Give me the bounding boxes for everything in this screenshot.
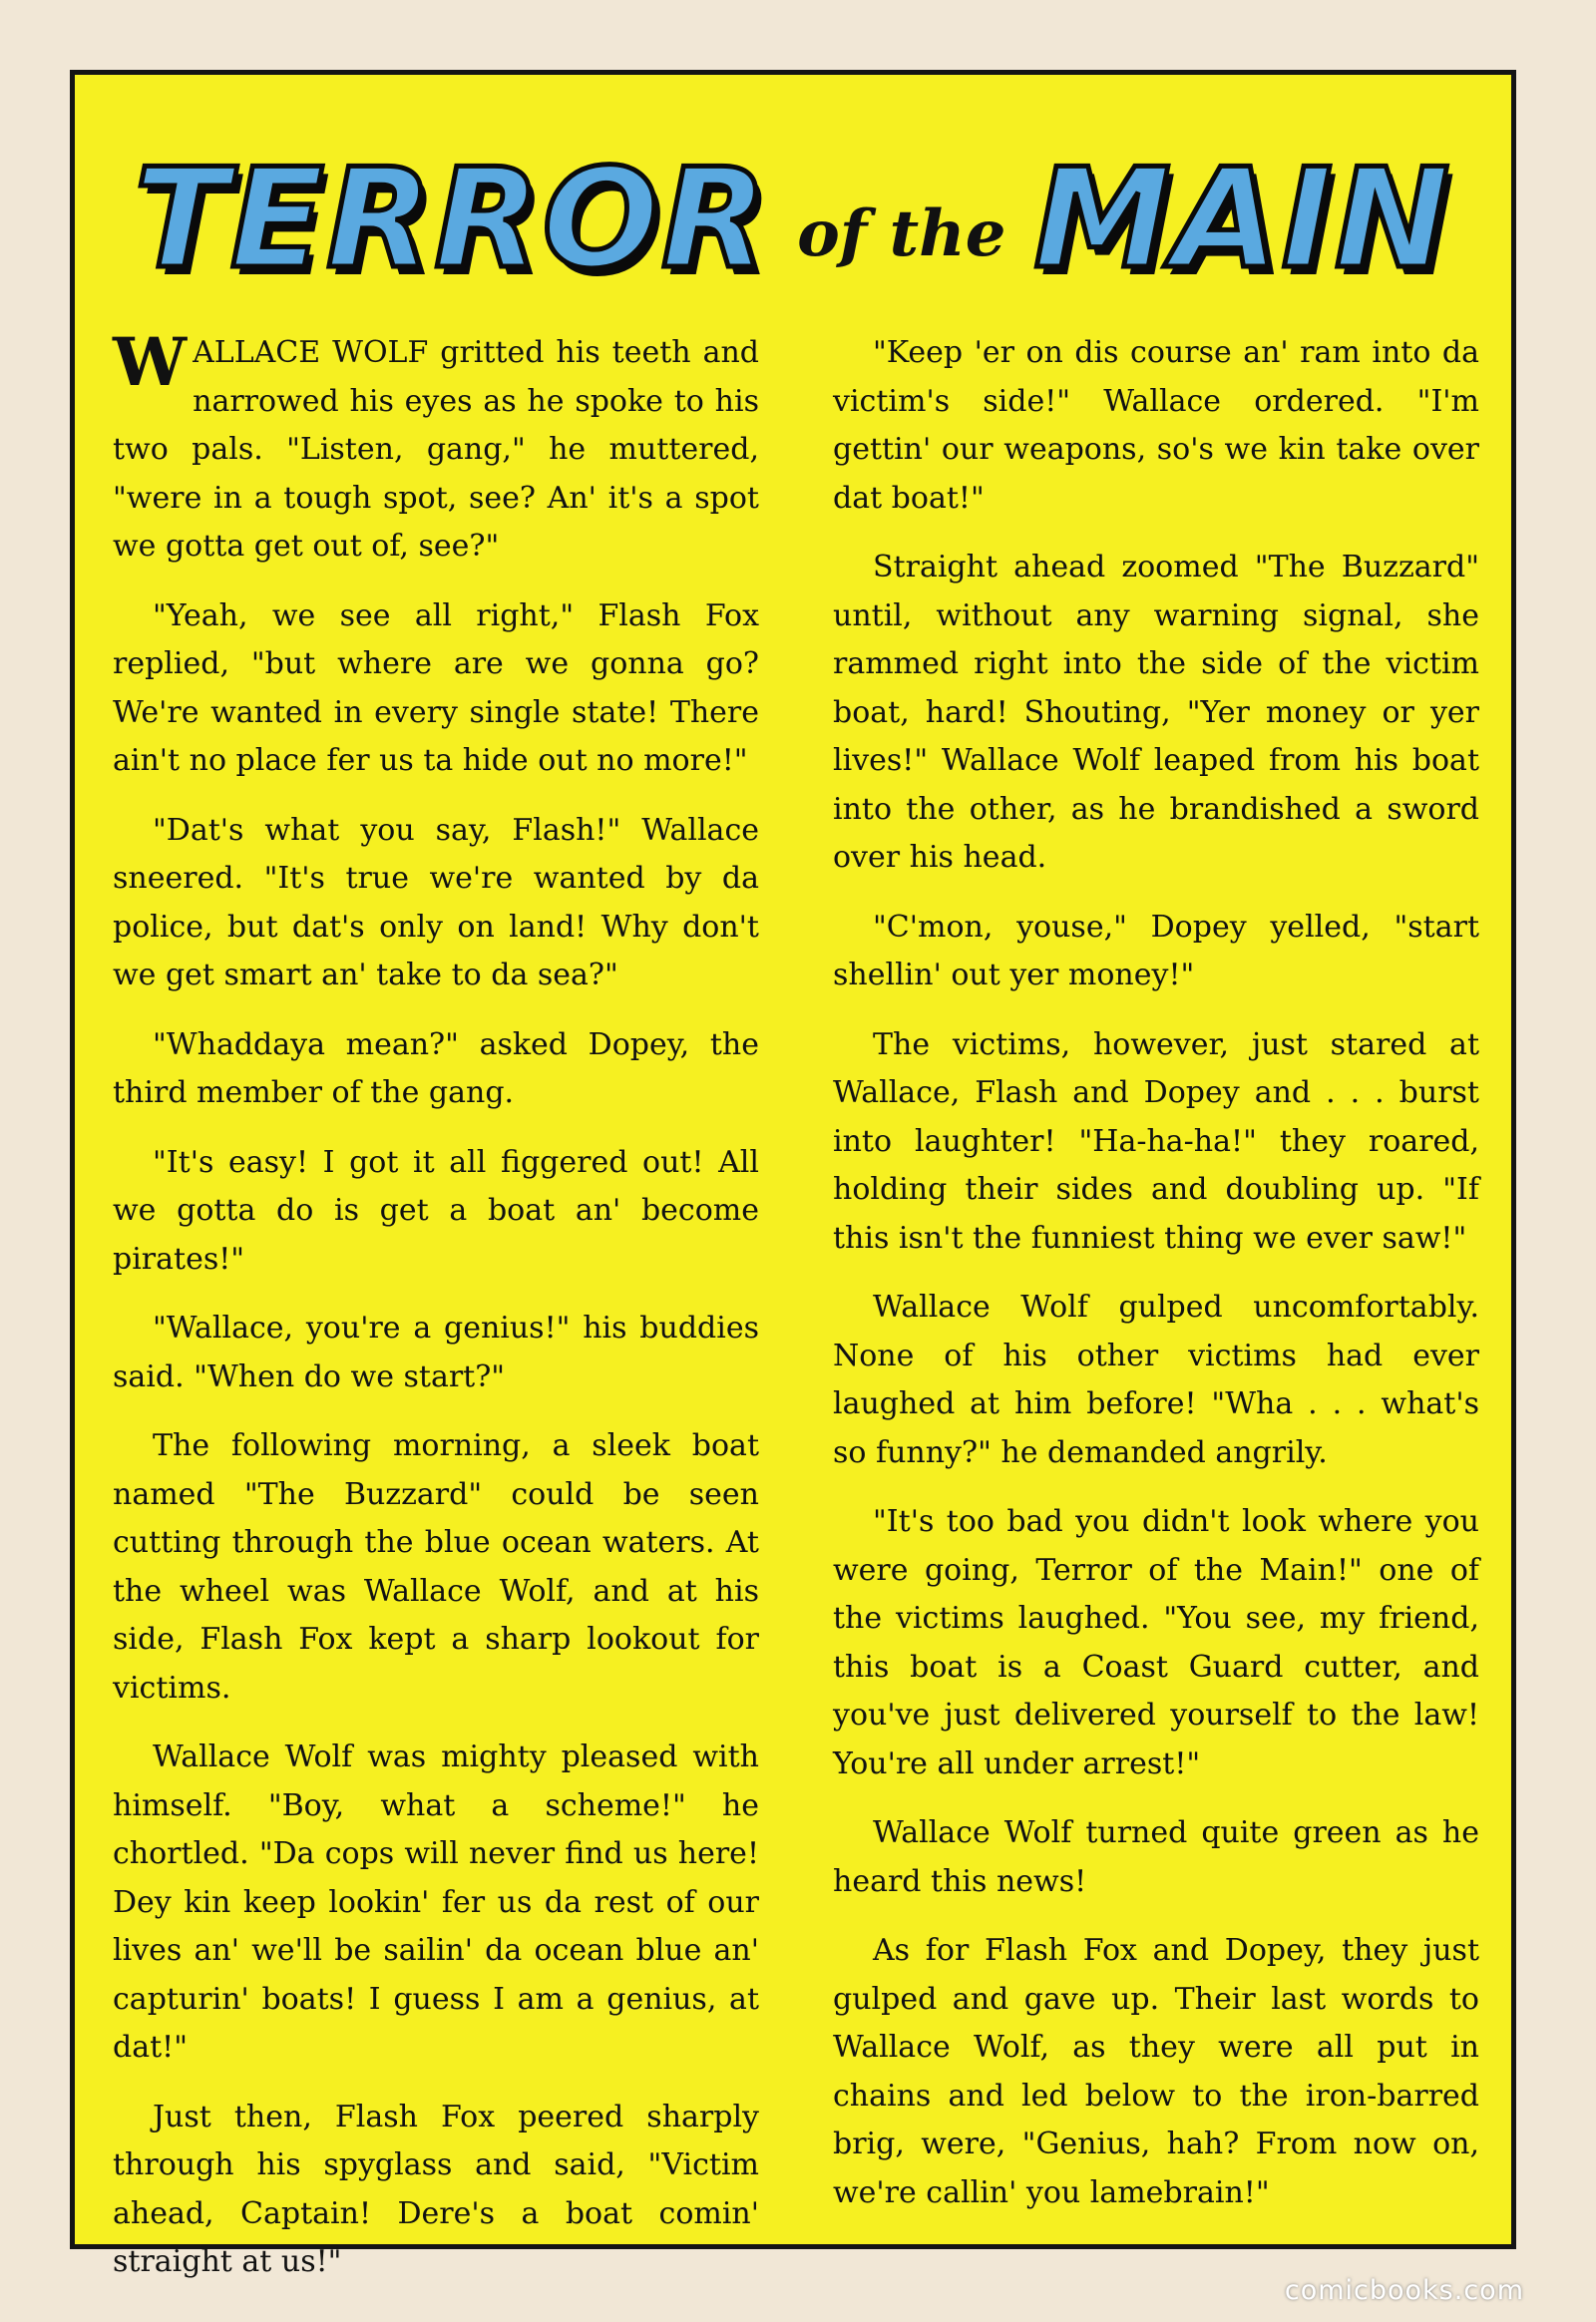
paragraph: "C'mon, youse," Dopey yelled, "start shellin' out yer money!" xyxy=(833,909,1479,992)
paragraph: Straight ahead zoomed "The Buzzard" until, without any warning signal, she rammed right into the side of the victim boat, hard! Shouting, "Yer money or yer lives!" Wallace Wolf leaped from his boat into the other, as he brandished a sword over his head. xyxy=(833,550,1479,875)
paragraph: "Whaddaya mean?" asked Dopey, the third member of the gang. xyxy=(113,1026,759,1110)
paragraph: As for Flash Fox and Dopey, they just gulped and gave up. Their last words to Wallace Wolf, as they were all put in chains and led below to the iron-barred brig, were, "Genius, hah? From now on, we're callin' you lamebrain!" xyxy=(833,1933,1479,2210)
paragraph: "Dat's what you say, Flash!" Wallace sneered. "It's true we're wanted by da police, but dat's only on land! Why don't we get smart an' take to da sea?" xyxy=(113,812,759,992)
title-main: MAIN xyxy=(1033,139,1452,299)
paragraph: "It's too bad you didn't look where you were going, Terror of the Main!" one of the victims laughed. "You see, my friend, this boat is a Coast Guard cutter, and you've just delivered yourself to the law! You're all under arrest!" xyxy=(833,1504,1479,1781)
story-columns xyxy=(113,323,1479,2279)
story-title xyxy=(75,120,1511,319)
paragraph: Wallace Wolf turned quite green as he heard this news! xyxy=(833,1815,1479,1899)
paragraph-text: ALLACE WOLF gritted his teeth and narrowed his eyes as he spoke to his two pals. "Listen, gang," he muttered, "were in a tough spot, see? An' it's a spot we gotta get out of, see?" xyxy=(113,335,759,564)
paragraph: "Yeah, we see all right," Flash Fox replied, "but where are we gonna go? We're wanted in every single state! There ain't no place fer us ta hide out no more!" xyxy=(113,597,759,778)
paragraph: "It's easy! I got it all figgered out! All we gotta do is get a boat an' become pirates!" xyxy=(113,1144,759,1277)
paragraph: The victims, however, just stared at Wallace, Flash and Dopey and . . . burst into laughter! "Ha-ha-ha!" they roared, holding their sides and doubling up. "If this isn't the funniest thing we ever saw!" xyxy=(833,1026,1479,1256)
paragraph: Wallace Wolf gulped uncomfortably. None of his other victims had ever laughed at him before! "Wha . . . what's so funny?" he demanded angrily. xyxy=(833,1290,1479,1470)
story-panel xyxy=(70,70,1516,2279)
title-terror: TERROR xyxy=(134,139,770,299)
drop-cap: W xyxy=(113,323,188,401)
paragraph xyxy=(113,323,759,572)
paragraph: "Keep 'er on dis course an' ram into da victim's side!" Wallace ordered. "I'm gettin' our weapons, so's we kin take over dat boat!" xyxy=(833,335,1479,516)
site-watermark: comicbooks.com xyxy=(1284,2275,1524,2306)
paragraph: Wallace Wolf was mighty pleased with himself. "Boy, what a scheme!" he chortled. "Da cops will never find us here! Dey kin keep lookin' fer us da rest of our lives an' we'll be sailin' da ocean blue an' capturin' boats! I guess I am a genius, at dat!" xyxy=(113,1740,759,2065)
title-of-the: of the xyxy=(797,196,1006,271)
paragraph: Just then, Flash Fox peered sharply through his spyglass and said, "Victim ahead, Captain! Dere's a boat comin' straight at us!" xyxy=(113,2099,759,2279)
left-column xyxy=(113,323,759,2279)
paragraph: The following morning, a sleek boat named "The Buzzard" could be seen cutting through the blue ocean waters. At the wheel was Wallace Wolf, and at his side, Flash Fox kept a sharp lookout for victims. xyxy=(113,1428,759,1706)
right-column xyxy=(833,329,1479,2244)
paragraph: "Wallace, you're a genius!" his buddies said. "When do we start?" xyxy=(113,1311,759,1394)
